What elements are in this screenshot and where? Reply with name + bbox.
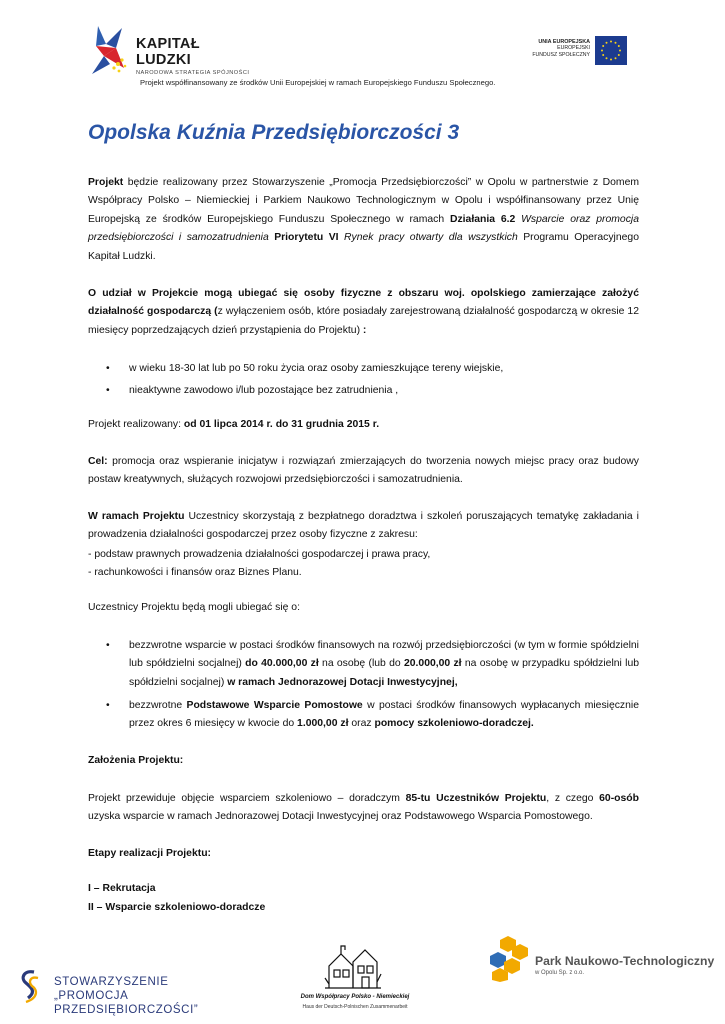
eu-flag-icon [595, 36, 627, 65]
p2-text1: z wyłączeniem osób, które posiadały zarejestrowaną działalność gospodarczą w okresie 12 miesięcy poprzedzających dzień przystąpienia do Projektu) [88, 306, 639, 336]
pnt-subtitle: w Opolu Sp. z o.o. [535, 970, 585, 976]
eu-line2: EUROPEJSKI [557, 45, 590, 52]
kl-title: KAPITAŁ LUDZKI [136, 36, 200, 68]
p1-italic1: Wsparcie oraz promocja przedsiębiorczości i samozatrudnienia [88, 213, 639, 244]
assumptions-paragraph: Projekt przewiduje objęcie wsparciem szkoleniowo – doradczym 85-tu Uczestników Projektu, z czego 60-osób uzyska wsparcie w ramach Jednorazowej Dotacji Inwestycyjnej oraz Podstawowego Wsparcia Pomostowego. [88, 793, 639, 823]
kapital-ludzki-star-icon [88, 24, 132, 78]
bullet-text: nieaktywne zawodowo i/lub pozostające bez zatrudnienia , [129, 385, 399, 396]
kl-subtitle: NARODOWA STRATEGIA SPÓJNOŚCI [136, 70, 250, 76]
bullet-text: w wieku 18-30 lat lub po 50 roku życia oraz osoby zamieszkujące tereny wiejskie, [129, 363, 504, 374]
bullet-dot: • [106, 640, 110, 651]
stowarzyszenie-logo [16, 968, 256, 1016]
park-naukowo-technologiczny-logo [488, 934, 718, 984]
p1-bold-priorytet: Priorytetu VI [274, 232, 339, 244]
cofinancing-note: Projekt współfinansowany ze środków Unii Europejskiej w ramach Europejskiego Funduszu Społecznego. [140, 78, 496, 87]
eu-line1: UNIA EUROPEJSKA [538, 39, 590, 45]
bullet-dot: • [106, 385, 110, 396]
stage-1: I – Rekrutacja [88, 883, 156, 894]
bullet-dot: • [106, 363, 110, 374]
intro-paragraph [88, 174, 639, 266]
p2-bold2: : [360, 324, 367, 336]
section-heading-etapy: Etapy realizacji Projektu: [88, 848, 212, 859]
bullet-text: bezzwrotne wsparcie w postaci środków finansowych na rozwój przedsiębiorczości (w tym w formie spółdzielni lub spółdzielni socjalnej) do 40.000,00 zł na osobę (lub do 20.000,00 zł na osobę w przypadku spółdzielni lub spółdzielni socjalnej) w ramach Jednorazowej Dotacji Inwestycyjnej, [129, 640, 640, 688]
p1-italic2: Rynek pracy otwarty dla wszystkich [338, 232, 518, 244]
dw-subtitle: Haus der Deutsch-Polnischen Zusammenarbeit [302, 1004, 408, 1010]
p5-bold: W ramach Projektu [88, 511, 185, 522]
stage-2: II – Wsparcie szkoleniowo-doradcze [88, 902, 266, 913]
list-item [108, 637, 639, 692]
bullet-dot: • [106, 700, 110, 711]
bullet-text: bezzwrotne Podstawowe Wsparcie Pomostowe w postaci środków finansowych wypłacanych miesięcznie przez okres 6 miesięcy w kwocie do 1.000,00 zł oraz pomocy szkoleniowo-doradczej. [129, 700, 639, 730]
page-title: Opolska Kuźnia Przedsiębiorczości 3 [88, 121, 460, 144]
p1-text1: będzie realizowany przez Stowarzyszenie „Promocja Przedsiębiorczości” w Opolu w partnerstwie z Domem Współpracy Polsko – Niemieckiej i Parkiem Naukowo Technologicznym w Opolu i współfinansowany przez Unię Europejską ze środków Europejskiego Funduszu Społecznego w ramach [88, 177, 639, 225]
goal-paragraph [88, 453, 639, 490]
list-item [108, 697, 639, 734]
training-line1: - podstaw prawnych prowadzenia działalności gospodarczej i prawa pracy, [88, 549, 431, 560]
training-line2: - rachunkowości i finansów oraz Biznes Planu. [88, 567, 302, 578]
dw-name: Dom Współpracy Polsko - Niemieckiej [300, 994, 410, 1000]
kapital-ludzki-logo [88, 24, 258, 80]
p1-bold-projekt: Projekt [88, 177, 124, 188]
stowarzyszenie-mark-icon [16, 968, 42, 1006]
p4-bold-cel: Cel: [88, 456, 108, 467]
eligibility-paragraph [88, 285, 639, 340]
p3-bold-dates: od 01 lipca 2014 r. do 31 grudnia 2015 r. [183, 419, 380, 430]
eu-logo [512, 36, 628, 66]
pnt-name: Park Naukowo-Technologiczny [535, 954, 715, 968]
section-heading-zalozenia: Założenia Projektu: [88, 755, 184, 766]
p3-text: Projekt realizowany: [88, 419, 184, 430]
p5-text: Uczestnicy skorzystają z bezpłatnego doradztwa i szkoleń poruszających tematykę zakładania i prowadzenia działalności gospodarczej przez osoby fizyczne z zakresu: [88, 511, 639, 541]
support-intro: Uczestnicy Projektu będą mogli ubiegać się o: [88, 602, 300, 613]
house-drawing-icon [323, 944, 383, 990]
p4-text: promocja oraz wspieranie inicjatyw i rozwiązań zmierzających do tworzenia nowych miejsc pracy oraz budowy postaw kreatywnych, służących rozwojowi przedsiębiorczości i samozatrudnienia. [88, 456, 639, 486]
hexagon-cluster-icon [488, 934, 532, 982]
training-paragraph [88, 508, 639, 545]
ss-line1: STOWARZYSZENIE [54, 976, 169, 988]
p2-bold1: O udział w Projekcie mogą ubiegać się osoby fizyczne z obszaru woj. opolskiego zamierzające założyć działalność gospodarczą ( [88, 288, 639, 318]
list-item [108, 382, 639, 400]
ss-line2: „PROMOCJA PRZEDSIĘBIORCZOŚCI” [54, 990, 199, 1016]
p1-text2: Programu Operacyjnego Kapitał Ludzki. [88, 232, 639, 262]
period-paragraph [88, 416, 639, 434]
list-item [108, 360, 639, 378]
p1-bold-dzialanie: Działania 6.2 [449, 213, 516, 225]
dom-wspolpracy-logo [285, 944, 425, 1020]
eu-line3: FUNDUSZ SPOŁECZNY [532, 51, 590, 58]
